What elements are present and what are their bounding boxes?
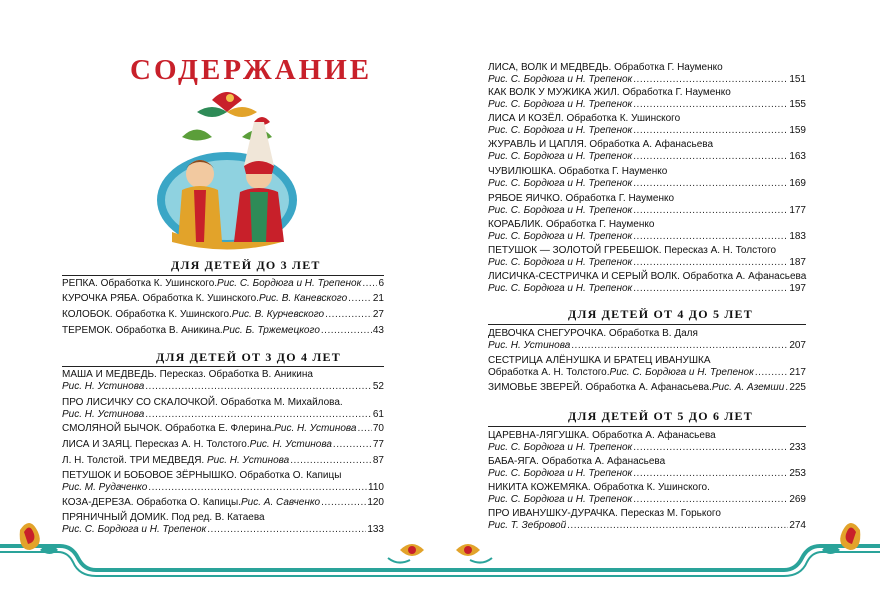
section-rule bbox=[62, 366, 384, 367]
toc-entry[interactable]: РЯБОЕ ЯИЧКО. Обработка Г. Науменко Рис. С. Бордюга и Н. Трепенок ..... 177 bbox=[488, 193, 806, 217]
toc-entry[interactable]: КУРОЧКА РЯБА. Обработка К. Ушинского. Рис. В. Каневского ..... 21 bbox=[62, 293, 384, 305]
toc-entry[interactable]: ЧУВИЛЮШКА. Обработка Г. Науменко Рис. С. Бордюга и Н. Трепенок ..... 169 bbox=[488, 166, 806, 190]
toc-entry[interactable]: СЕСТРИЦА АЛЁНУШКА И БРАТЕЦ ИВАНУШКА Обработка А. Н. Толстого. Рис. С. Бордюга и Н. Трепенок ..... 217 bbox=[488, 355, 806, 379]
toc-entry[interactable]: ЛИСА И КОЗЁЛ. Обработка К. Ушинского Рис. С. Бордюга и Н. Трепенок ..... 159 bbox=[488, 113, 806, 137]
toc-entry[interactable]: ПРО ИВАНУШКУ-ДУРАЧКА. Пересказ М. Горького Рис. Т. Зебровой ..... 274 bbox=[488, 508, 806, 532]
toc-entry[interactable]: КОЛОБОК. Обработка К. Ушинского. Рис. В. Курчевского ..... 27 bbox=[62, 309, 384, 321]
toc-entry[interactable]: КОРАБЛИК. Обработка Г. Науменко Рис. С. Бордюга и Н. Трепенок ..... 183 bbox=[488, 219, 806, 243]
toc-entry[interactable]: ЛИСА И ЗАЯЦ. Пересказ А. Н. Толстого. Рис. Н. Устинова ..... 77 bbox=[62, 439, 384, 451]
fairy-tale-illustration bbox=[142, 82, 312, 252]
toc-entry[interactable]: БАБА-ЯГА. Обработка А. Афанасьева Рис. С. Бордюга и Н. Трепенок ..... 253 bbox=[488, 456, 806, 480]
section-heading-5-6: ДЛЯ ДЕТЕЙ ОТ 5 ДО 6 ЛЕТ bbox=[568, 409, 753, 423]
toc-entry[interactable]: ЖУРАВЛЬ И ЦАПЛЯ. Обработка А. Афанасьева Рис. С. Бордюга и Н. Трепенок ..... 163 bbox=[488, 139, 806, 163]
ornament-left bbox=[0, 510, 440, 594]
section-rule bbox=[488, 324, 806, 325]
toc-entry[interactable]: ЛИСА, ВОЛК И МЕДВЕДЬ. Обработка Г. Науменко Рис. С. Бордюга и Н. Трепенок ..... 151 bbox=[488, 62, 806, 86]
toc-entry[interactable]: ПЕТУШОК — ЗОЛОТОЙ ГРЕБЕШОК. Пересказ А. Н. Толстого Рис. С. Бордюга и Н. Трепенок ..... 187 bbox=[488, 245, 806, 269]
toc-entry[interactable]: ТЕРЕМОК. Обработка В. Аникина. Рис. Б. Тржемецкого ..... 43 bbox=[62, 325, 384, 337]
toc-entry[interactable]: КОЗА-ДЕРЕЗА. Обработка О. Капицы. Рис. А. Савченко ..... 120 bbox=[62, 497, 384, 509]
toc-entry[interactable]: ЦАРЕВНА-ЛЯГУШКА. Обработка А. Афанасьева Рис. С. Бордюга и Н. Трепенок ..... 233 bbox=[488, 430, 806, 454]
toc-entry[interactable]: КАК ВОЛК У МУЖИКА ЖИЛ. Обработка Г. Науменко Рис. С. Бордюга и Н. Трепенок ..... 155 bbox=[488, 87, 806, 111]
section-rule bbox=[488, 426, 806, 427]
toc-entry[interactable]: ЛИСИЧКА-СЕСТРИЧКА И СЕРЫЙ ВОЛК. Обработка А. Афанасьева Рис. С. Бордюга и Н. Трепенок ..... 197 bbox=[488, 271, 806, 295]
section-heading-3-4: ДЛЯ ДЕТЕЙ ОТ 3 ДО 4 ЛЕТ bbox=[156, 350, 341, 364]
toc-entry[interactable]: НИКИТА КОЖЕМЯКА. Обработка К. Ушинского. Рис. С. Бордюга и Н. Трепенок ..... 269 bbox=[488, 482, 806, 506]
section-heading-0-3: ДЛЯ ДЕТЕЙ ДО 3 ЛЕТ bbox=[171, 258, 321, 272]
section-rule bbox=[62, 275, 384, 276]
ornament-right bbox=[440, 510, 880, 594]
toc-entry[interactable]: РЕПКА. Обработка К. Ушинского. Рис. С. Бордюга и Н. Трепенок ..... 6 bbox=[62, 278, 384, 290]
toc-entry[interactable]: МАША И МЕДВЕДЬ. Пересказ. Обработка В. Аникина Рис. Н. Устинова ..... 52 bbox=[62, 369, 384, 393]
toc-entry[interactable]: ЗИМОВЬЕ ЗВЕРЕЙ. Обработка А. Афанасьева. Рис. А. Аземши ..... 225 bbox=[488, 382, 806, 394]
toc-entry[interactable]: ДЕВОЧКА СНЕГУРОЧКА. Обработка В. Даля Рис. Н. Устинова ..... 207 bbox=[488, 328, 806, 352]
toc-entry[interactable]: Л. Н. Толстой. ТРИ МЕДВЕДЯ. Рис. Н. Устинова ..... 87 bbox=[62, 455, 384, 467]
section-heading-4-5: ДЛЯ ДЕТЕЙ ОТ 4 ДО 5 ЛЕТ bbox=[568, 307, 753, 321]
toc-entry[interactable]: ПРЯНИЧНЫЙ ДОМИК. Под ред. В. Катаева Рис. С. Бордюга и Н. Трепенок ..... 133 bbox=[62, 512, 384, 536]
page-title: СОДЕРЖАНИЕ bbox=[130, 54, 373, 86]
toc-entry[interactable]: СМОЛЯНОЙ БЫЧОК. Обработка Е. Флерина. Рис. Н. Устинова ..... 70 bbox=[62, 423, 384, 435]
toc-entry[interactable]: ПЕТУШОК И БОБОВОЕ ЗЁРНЫШКО. Обработка О. Капицы Рис. М. Рудаченко ..... 110 bbox=[62, 470, 384, 494]
right-page bbox=[440, 0, 880, 594]
toc-entry[interactable]: ПРО ЛИСИЧКУ СО СКАЛОЧКОЙ. Обработка М. Михайлова. Рис. Н. Устинова ..... 61 bbox=[62, 397, 384, 421]
